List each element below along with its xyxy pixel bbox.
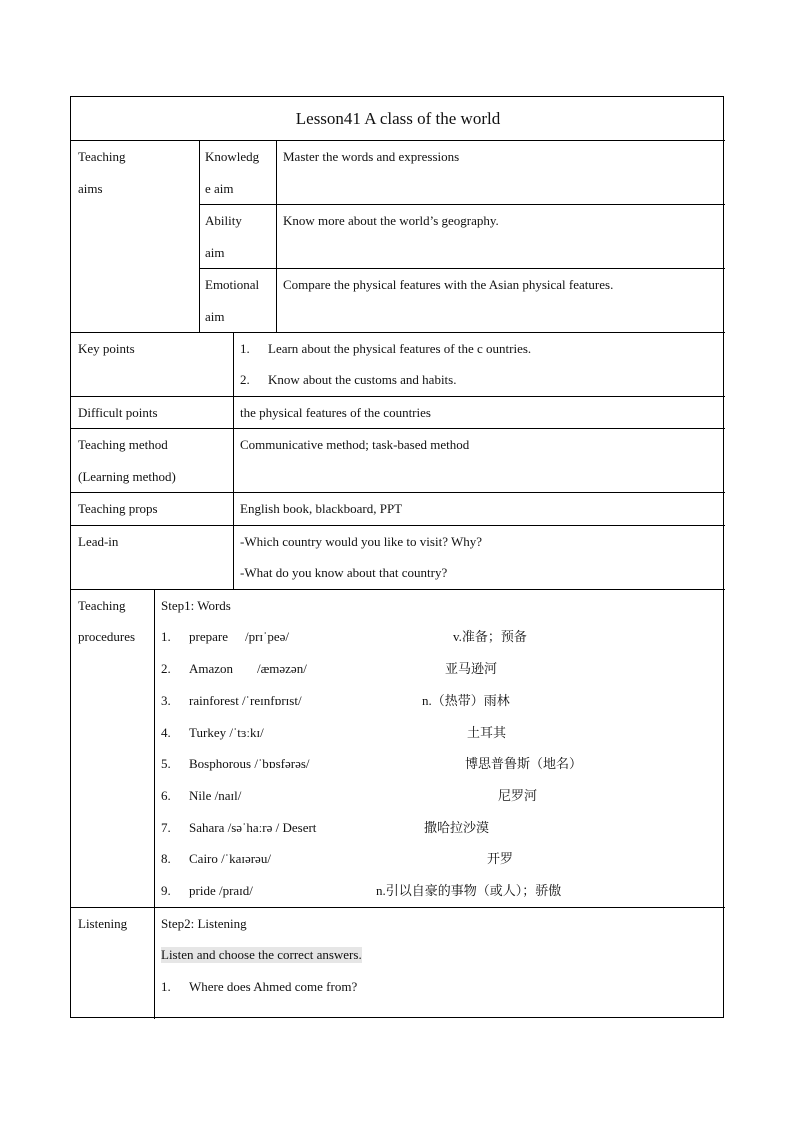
teaching-props-label: Teaching props (78, 501, 158, 516)
vocab-meaning: 土耳其 (467, 725, 507, 740)
list-number: 7. (161, 820, 171, 835)
row-divider (71, 492, 725, 493)
teaching-props-text: English book, blackboard, PPT (240, 501, 403, 516)
aim-type: Emotional (205, 277, 260, 292)
lesson-plan-table (70, 96, 724, 1018)
vocab-word: prepare (189, 629, 228, 644)
step-heading: Step2: Listening (161, 916, 247, 931)
list-number: 2. (240, 372, 250, 387)
vocab-phonetic: /æməzən/ (257, 661, 307, 676)
row-divider (71, 332, 725, 333)
row-divider (71, 525, 725, 526)
vocab-word: Cairo /ˈkaɪərəu/ (189, 851, 271, 866)
aim-type: e aim (205, 181, 234, 196)
lead-in-label: Lead-in (78, 534, 119, 549)
difficult-points-text: the physical features of the countries (240, 405, 431, 420)
lesson-title: Lesson41 A class of the world (295, 108, 501, 128)
col-divider (233, 332, 234, 589)
vocab-word: Bosphorous /ˈbɒsfərəs/ (189, 756, 310, 771)
listening-label: Listening (78, 916, 128, 931)
lead-in-question: -Which country would you like to visit? Why? (240, 534, 483, 549)
vocab-meaning: 尼罗河 (498, 788, 538, 803)
listening-question: Where does Ahmed come from? (189, 979, 358, 994)
list-number: 1. (161, 979, 171, 994)
learning-method-label: (Learning method) (78, 469, 176, 484)
aim-content: Compare the physical features with the Asian physical features. (283, 277, 614, 292)
vocab-word: Amazon (189, 661, 234, 676)
col-divider (199, 140, 200, 332)
teaching-aims-label: aims (78, 181, 103, 196)
vocab-word: Turkey /ˈtɜːkɪ/ (189, 725, 264, 740)
list-number: 4. (161, 725, 171, 740)
aim-type: aim (205, 309, 225, 324)
vocab-meaning: n.（热带）雨林 (422, 693, 510, 708)
list-number: 3. (161, 693, 171, 708)
vocab-word: pride /praɪd/ (189, 883, 253, 898)
row-divider (71, 140, 725, 141)
list-number: 2. (161, 661, 171, 676)
row-divider (71, 428, 725, 429)
row-divider (71, 396, 725, 397)
list-number: 5. (161, 756, 171, 771)
row-divider (199, 268, 725, 269)
list-number: 8. (161, 851, 171, 866)
key-point-text: Know about the customs and habits. (268, 372, 457, 387)
list-number: 6. (161, 788, 171, 803)
vocab-meaning: v.准备；预备 (453, 629, 527, 644)
vocab-phonetic: /prɪˈpeə/ (245, 629, 290, 644)
vocab-meaning: n.引以自豪的事物（或人）；骄傲 (376, 883, 562, 898)
row-divider (71, 907, 725, 908)
list-number: 1. (161, 629, 171, 644)
aim-type: Knowledg (205, 149, 260, 164)
lead-in-question: -What do you know about that country? (240, 565, 448, 580)
col-divider (276, 140, 277, 332)
teaching-method-text: Communicative method; task-based method (240, 437, 470, 452)
aim-content: Know more about the world’s geography. (283, 213, 499, 228)
key-points-label: Key points (78, 341, 135, 356)
aim-type: aim (205, 245, 225, 260)
vocab-meaning: 亚马逊河 (445, 661, 498, 676)
list-number: 1. (240, 341, 250, 356)
step-heading: Step1: Words (161, 598, 231, 613)
aim-content: Master the words and expressions (283, 149, 460, 164)
procedures-label: procedures (78, 629, 136, 644)
listening-instruction: Listen and choose the correct answers. (161, 947, 362, 962)
teaching-aims-label: Teaching (78, 149, 126, 164)
col-divider (154, 589, 155, 1019)
aim-type: Ability (205, 213, 242, 228)
row-divider (71, 589, 725, 590)
vocab-meaning: 撒哈拉沙漠 (424, 820, 490, 835)
key-point-text: Learn about the physical features of the c ountries. (268, 341, 532, 356)
vocab-meaning: 博思普鲁斯（地名） (465, 756, 583, 771)
vocab-word: rainforest /ˈreɪnfɒrɪst/ (189, 693, 302, 708)
teaching-method-label: Teaching method (78, 437, 168, 452)
list-number: 9. (161, 883, 171, 898)
row-divider (199, 204, 725, 205)
vocab-meaning: 开罗 (487, 851, 514, 866)
vocab-word: Nile /naɪl/ (189, 788, 242, 803)
vocab-word: Sahara /səˈhaːrə / Desert (189, 820, 317, 835)
procedures-label: Teaching (78, 598, 126, 613)
difficult-points-label: Difficult points (78, 405, 158, 420)
